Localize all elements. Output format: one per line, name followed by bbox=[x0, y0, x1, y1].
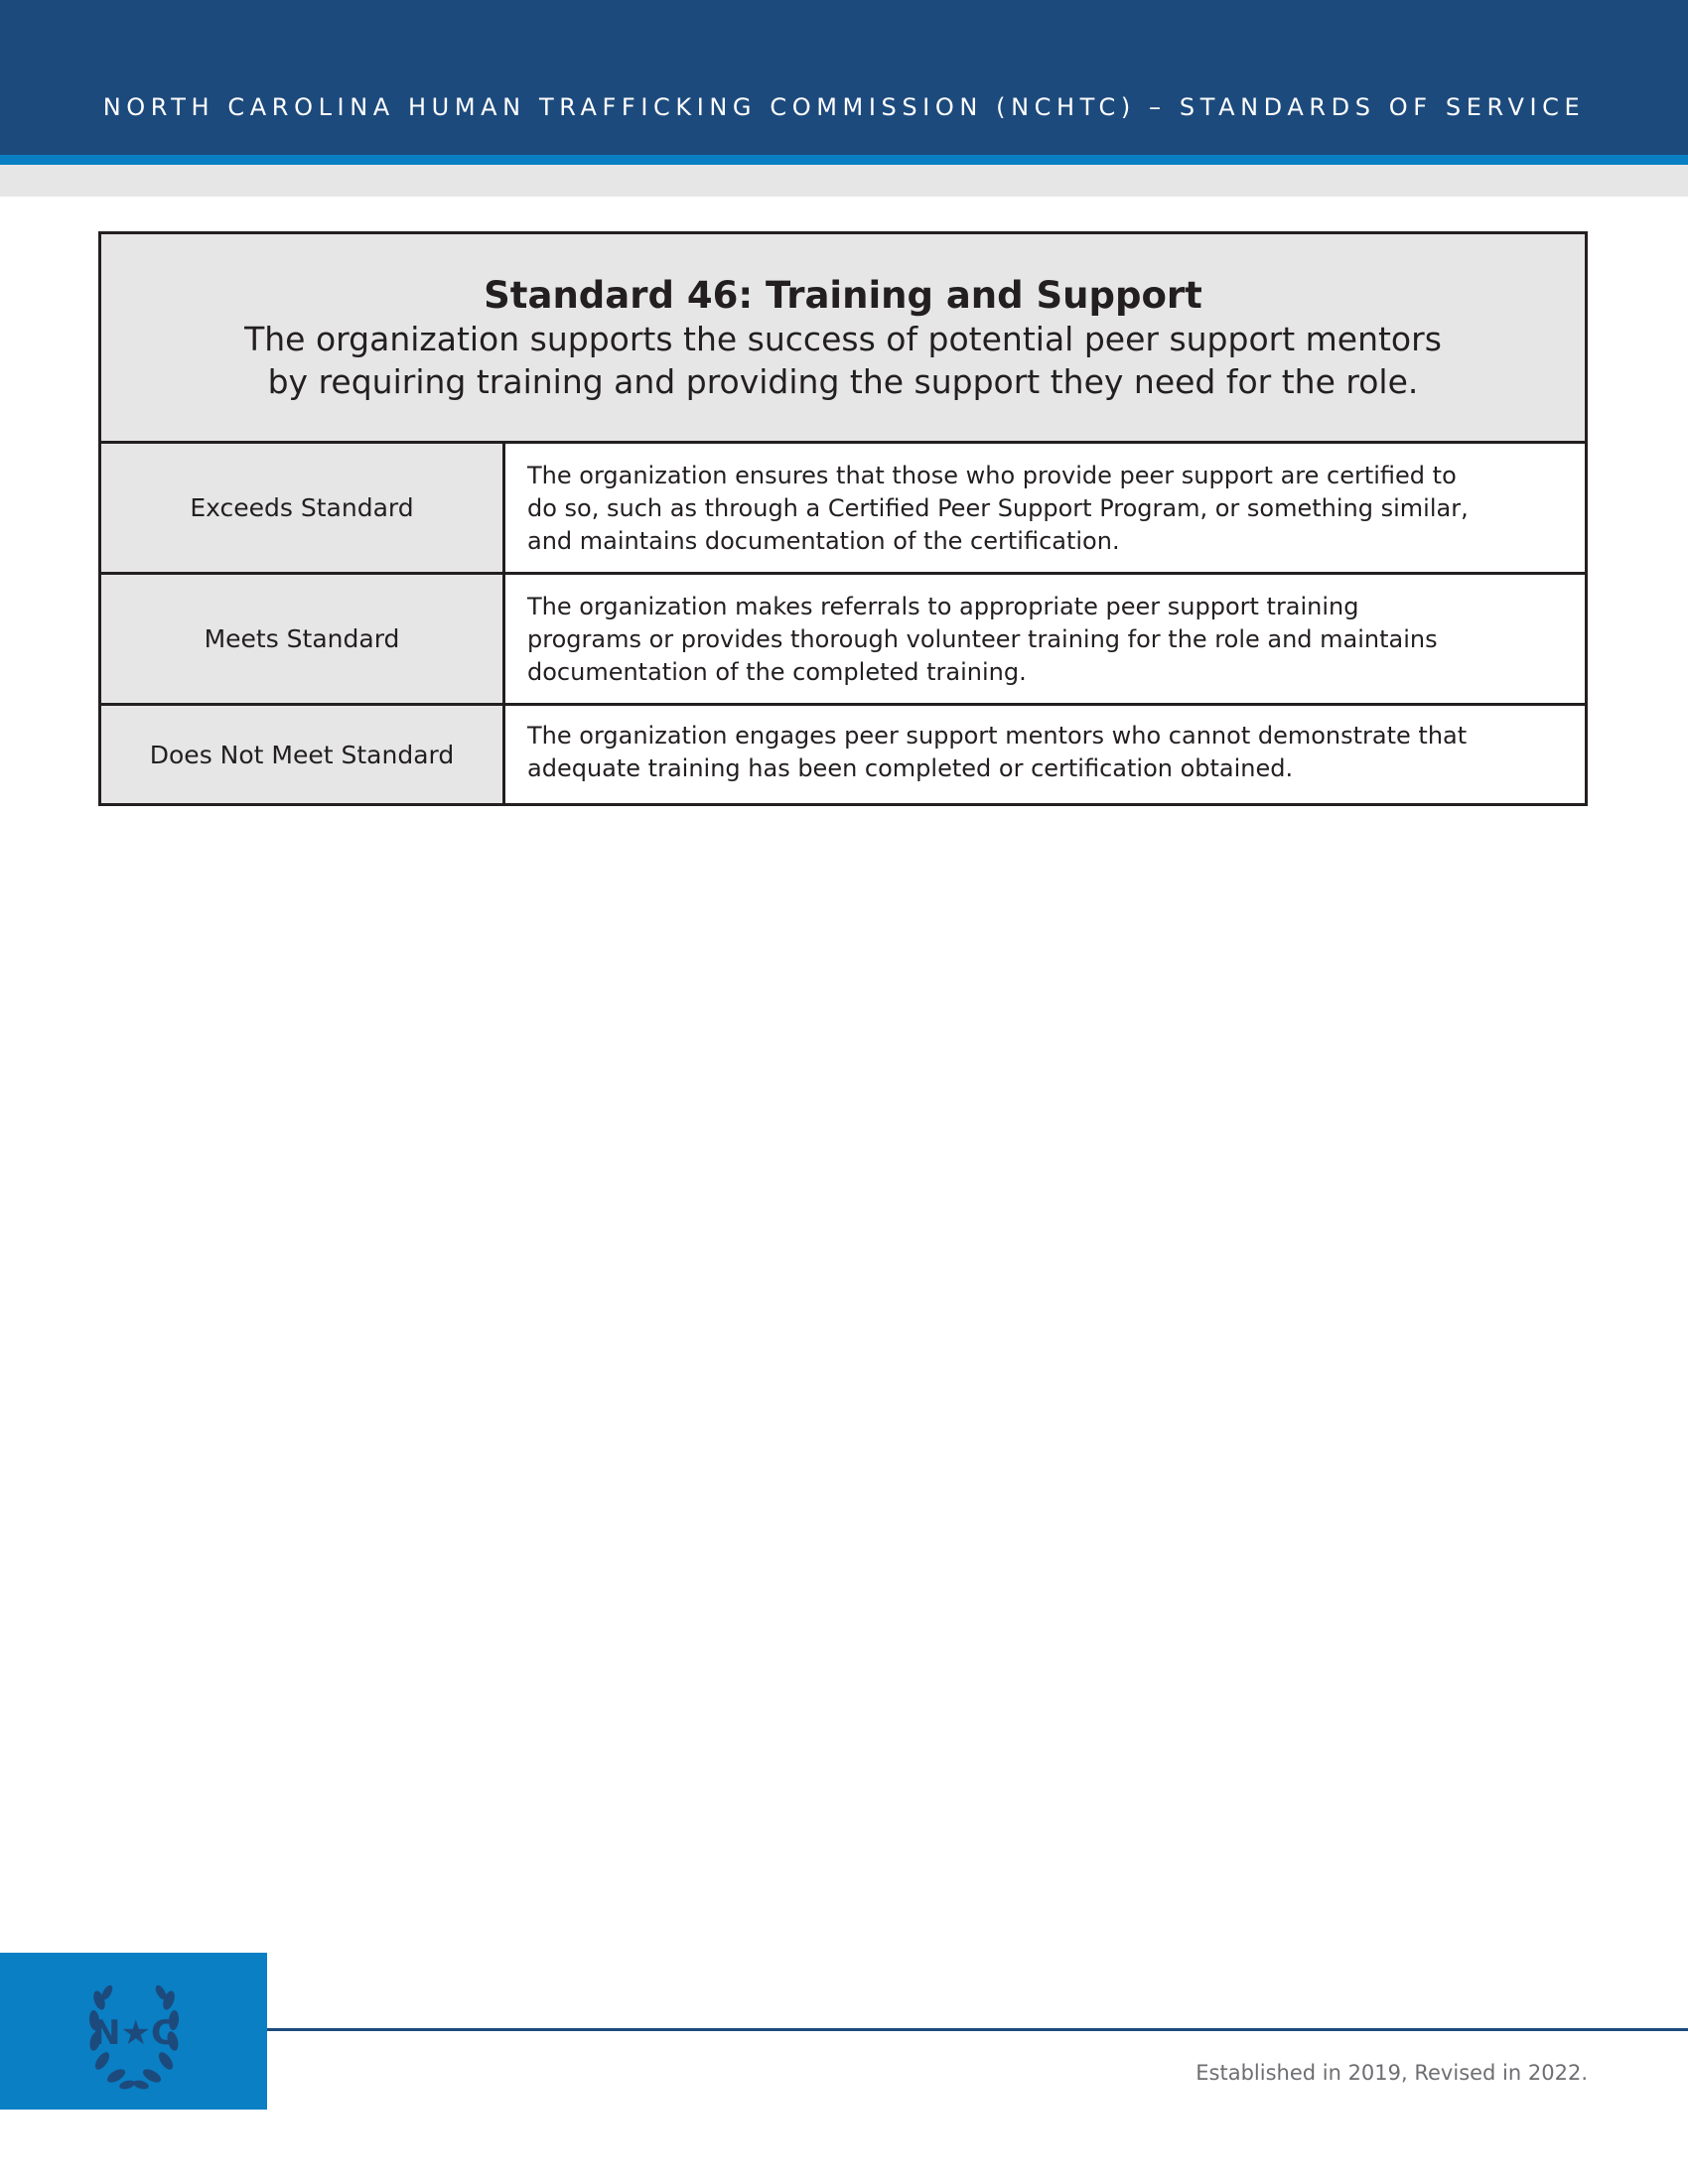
standard-table bbox=[98, 231, 1588, 806]
standard-description-line: by requiring training and providing the support they need for the role. bbox=[267, 362, 1419, 401]
header-title: NORTH CAROLINA HUMAN TRAFFICKING COMMISSION (NCHTC) – STANDARDS OF SERVICE bbox=[102, 93, 1586, 121]
nc-logo bbox=[0, 1953, 267, 2110]
header-grey-stripe bbox=[0, 165, 1688, 197]
table-row-meets bbox=[101, 575, 1585, 706]
row-text-line: The organization ensures that those who provide peer support are certified to bbox=[527, 462, 1457, 489]
table-row-does-not-meet bbox=[101, 706, 1585, 803]
laurel-wreath-icon bbox=[87, 1971, 181, 2094]
row-label-exceeds: Exceeds Standard bbox=[101, 444, 505, 572]
row-text-line: documentation of the completed training. bbox=[527, 658, 1027, 686]
row-text-line: do so, such as through a Certified Peer Support Program, or something similar, bbox=[527, 494, 1469, 522]
logo-text: N★C bbox=[92, 2013, 176, 2053]
row-label-meets: Meets Standard bbox=[101, 575, 505, 703]
header-accent-stripe bbox=[0, 155, 1688, 165]
footer-rule bbox=[267, 2028, 1688, 2031]
row-text-line: and maintains documentation of the certification. bbox=[527, 527, 1120, 555]
header-band bbox=[0, 0, 1688, 155]
standard-description-line: The organization supports the success of potential peer support mentors bbox=[244, 320, 1442, 358]
row-text-does-not-meet bbox=[505, 706, 1585, 803]
row-text-exceeds bbox=[505, 444, 1585, 572]
row-text-line: adequate training has been completed or certification obtained. bbox=[527, 754, 1294, 782]
row-text-line: The organization makes referrals to appropriate peer support training bbox=[527, 593, 1359, 620]
row-text-line: programs or provides thorough volunteer training for the role and maintains bbox=[527, 625, 1438, 653]
footer-note: Established in 2019, Revised in 2022. bbox=[1196, 2061, 1588, 2085]
standard-header bbox=[101, 234, 1585, 444]
row-label-does-not-meet: Does Not Meet Standard bbox=[101, 706, 505, 803]
row-text-line: The organization engages peer support mentors who cannot demonstrate that bbox=[527, 722, 1468, 750]
row-text-meets bbox=[505, 575, 1585, 703]
standard-title: Standard 46: Training and Support bbox=[484, 274, 1202, 317]
table-row-exceeds bbox=[101, 444, 1585, 575]
